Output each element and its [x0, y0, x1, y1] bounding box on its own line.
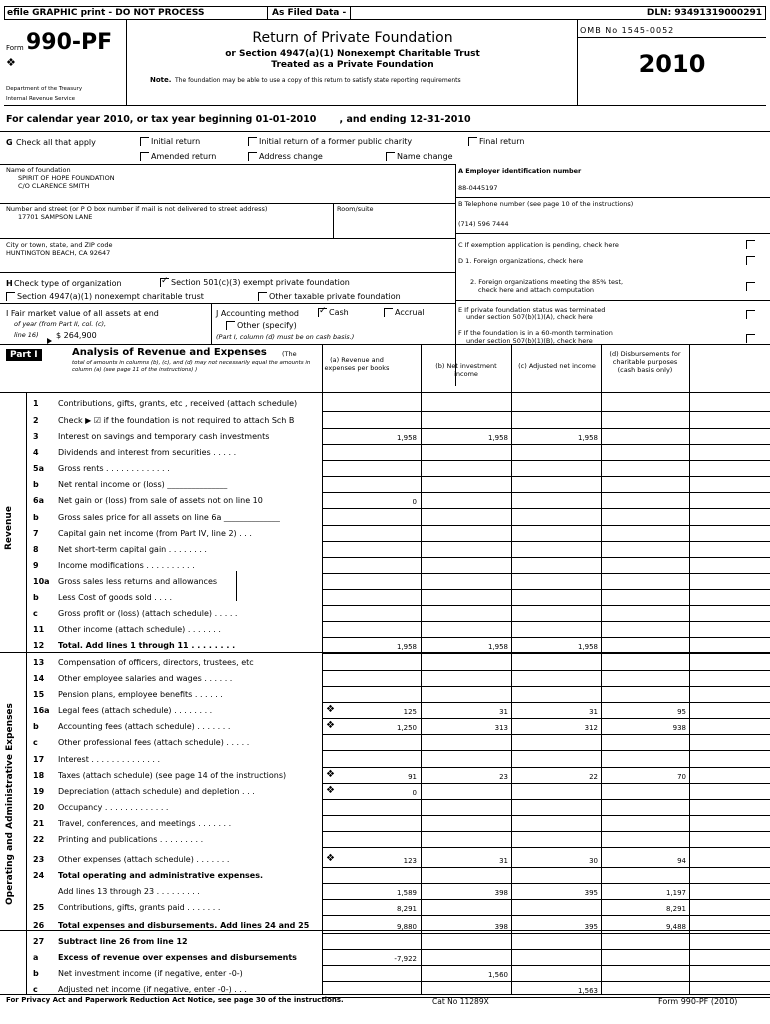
row-label: Net investment income (if negative, enter -0-)	[58, 969, 243, 978]
cell-col-a: 0	[412, 789, 417, 797]
cell-col-b: 398	[494, 923, 508, 931]
attachment-icon[interactable]: ❖	[326, 704, 335, 715]
care-of-name: C/O CLARENCE SMITH	[18, 182, 90, 190]
i-text-1: I Fair market value of all assets at end	[6, 309, 159, 318]
row-number: 27	[33, 937, 45, 946]
row-label: Gross rents . . . . . . . . . . . . .	[58, 464, 170, 473]
cell-col-a: 1,250	[396, 724, 417, 732]
row-label: Adjusted net income (if negative, enter -0-) . . .	[58, 985, 247, 994]
f-text-1: F If the foundation is in a 60-month termination	[458, 329, 613, 337]
former-charity-checkbox[interactable]: Initial return of a former public charity	[248, 137, 412, 146]
row-number: 4	[33, 448, 39, 457]
row-label: Gross sales less returns and allowances	[58, 577, 218, 586]
col-b-header: (b) Net investment income	[435, 362, 497, 378]
cell-col-a: 1,958	[396, 643, 417, 651]
row-number: 23	[33, 855, 45, 864]
e-text-2: under section 507(b)(1)(A), check here	[466, 313, 593, 321]
c-text: C If exemption application is pending, check here	[458, 241, 619, 249]
g-label: G	[6, 138, 13, 147]
row-number: 13	[33, 658, 45, 667]
cell-col-c: 1,563	[577, 987, 598, 995]
g-text: Check all that apply	[16, 138, 96, 147]
col-d-header: (d) Disbursements for charitable purposes (cash basis only)	[609, 350, 681, 374]
d2-text-1: 2. Foreign organizations meeting the 85% test,	[470, 278, 624, 286]
note-bold: Note.	[150, 76, 172, 84]
row-label: Travel, conferences, and meetings . . . . . . .	[58, 819, 232, 828]
d2-text-2: check here and attach computation	[478, 286, 595, 294]
row-number: 7	[33, 529, 39, 538]
row-number: 9	[33, 561, 39, 570]
city-state-zip: HUNTINGTON BEACH, CA 92647	[6, 249, 111, 257]
cell-col-d: 70	[677, 773, 686, 781]
cell-col-b: 23	[499, 773, 508, 781]
form-title: Return of Private Foundation	[252, 30, 453, 46]
cell-col-a: 1,958	[396, 434, 417, 442]
ein-label: A Employer identification number	[458, 167, 582, 175]
row-label: Less Cost of goods sold . . . .	[58, 593, 173, 602]
row-label: Contributions, gifts, grants, etc , received (attach schedule)	[58, 399, 298, 408]
row-number: 1	[33, 399, 39, 408]
cell-col-a: 91	[408, 773, 417, 781]
cell-col-a: 9,880	[396, 923, 417, 931]
row-label: Printing and publications . . . . . . . . .	[58, 835, 204, 844]
name-change-checkbox[interactable]: Name change	[386, 152, 453, 161]
row-label: Other professional fees (attach schedule) . . . . .	[58, 738, 250, 747]
final-return-checkbox[interactable]: Final return	[468, 137, 524, 146]
part-i-title-note: (The	[282, 350, 297, 358]
irs-logo-icon: ❖	[6, 56, 16, 69]
j-note: (Part I, column (d) must be on cash basis.)	[216, 333, 355, 341]
e-text-1: E If private foundation status was terminated	[458, 306, 606, 314]
row-label: Gross sales price for all assets on line 6a ______________	[58, 513, 280, 522]
row-number: c	[33, 738, 38, 747]
efile-label: efile GRAPHIC print - DO NOT PROCESS	[7, 8, 205, 18]
row-label: Net short-term capital gain . . . . . . . .	[58, 545, 207, 554]
cell-col-b: 1,560	[487, 971, 508, 979]
cell-col-c: 22	[589, 773, 598, 781]
row-number: 25	[33, 903, 45, 912]
attachment-icon[interactable]: ❖	[326, 785, 335, 796]
row-label: Interest . . . . . . . . . . . . . .	[58, 755, 161, 764]
cell-col-d: 95	[677, 708, 686, 716]
cell-col-b: 1,958	[487, 643, 508, 651]
row-label: Income modifications . . . . . . . . . .	[58, 561, 195, 570]
cell-col-d: 94	[677, 857, 686, 865]
fmv-value: $ 264,900	[56, 331, 97, 340]
accrual-checkbox[interactable]: Accrual	[384, 308, 425, 317]
cell-col-d: 1,197	[665, 889, 686, 897]
cell-col-b: 31	[499, 708, 508, 716]
row-label: Net gain or (loss) from sale of assets not on line 10	[58, 496, 263, 505]
row-number: b	[33, 480, 39, 489]
row-label: Gross profit or (loss) (attach schedule) . . . . .	[58, 609, 238, 618]
dept-treasury: Department of the Treasury	[6, 86, 83, 92]
as-filed-label: As Filed Data -	[267, 7, 351, 19]
cell-col-d: 938	[672, 724, 686, 732]
cell-col-c: 1,958	[577, 434, 598, 442]
row-label: Net rental income or (loss) _______________	[58, 480, 228, 489]
initial-return-checkbox[interactable]: Initial return	[140, 137, 200, 146]
d1-text: D 1. Foreign organizations, check here	[458, 257, 584, 265]
ein-value: 88-0445197	[458, 184, 498, 192]
row-number: 11	[33, 625, 45, 634]
i-text-2: of year (from Part II, col. (c),	[14, 320, 107, 328]
501c3-checkbox[interactable]: ✓ Section 501(c)(3) exempt private foundation	[160, 278, 350, 287]
footer-form: Form 990-PF (2010)	[658, 997, 738, 1006]
footer-privacy: For Privacy Act and Paperwork Reduction Act Notice, see page 30 of the instructions.	[6, 996, 344, 1004]
amended-return-checkbox[interactable]: Amended return	[140, 152, 216, 161]
row-label: Total expenses and disbursements. Add lines 24 and 25	[58, 921, 310, 930]
note-text: The foundation may be able to use a copy of this return to satisfy state reporting requirements	[175, 77, 461, 84]
cell-col-a: 0	[412, 498, 417, 506]
row-label: Taxes (attach schedule) (see page 14 of the instructions)	[58, 771, 287, 780]
attachment-icon[interactable]: ❖	[326, 769, 335, 780]
cell-col-c: 1,958	[577, 643, 598, 651]
room-label: Room/suite	[337, 205, 374, 213]
row-number: 26	[33, 921, 45, 930]
row-number: c	[33, 609, 38, 618]
row-label: Depreciation (attach schedule) and depletion . . .	[58, 787, 255, 796]
row-label: Total. Add lines 1 through 11 . . . . . . . .	[58, 641, 236, 650]
cell-col-b: 1,958	[487, 434, 508, 442]
row-number: 17	[33, 755, 45, 764]
row-number: 6a	[33, 496, 44, 505]
tax-period: For calendar year 2010, or tax year beginning 01-01-2010 , and ending 12-31-2010	[6, 114, 471, 125]
other-taxable-checkbox[interactable]: Other taxable private foundation	[258, 292, 401, 301]
cell-col-c: 30	[589, 857, 598, 865]
e-checkbox[interactable]	[746, 310, 757, 329]
row-number: 14	[33, 674, 45, 683]
name-label: Name of foundation	[6, 166, 71, 174]
tax-year: 2010	[638, 50, 706, 78]
row-label: Capital gain net income (from Part IV, line 2) . . .	[58, 529, 252, 538]
row-number: b	[33, 969, 39, 978]
row-number: 20	[33, 803, 45, 812]
j-text: J Accounting method	[216, 309, 300, 318]
row-label: Excess of revenue over expenses and disbursements	[58, 953, 297, 962]
row-number: 5a	[33, 464, 44, 473]
cell-col-d: 8,291	[665, 905, 686, 913]
row-label: Total operating and administrative expenses.	[58, 871, 263, 880]
row-number: 16a	[33, 706, 50, 715]
row-label: Other employee salaries and wages . . . . . .	[58, 674, 233, 683]
row-number: b	[33, 593, 39, 602]
row-label: Interest on savings and temporary cash investments	[58, 432, 270, 441]
i-text-3: line 16)	[14, 331, 39, 339]
row-number: b	[33, 722, 39, 731]
city-label: City or town, state, and ZIP code	[6, 241, 113, 249]
row-label: Occupancy . . . . . . . . . . . . .	[58, 803, 169, 812]
dln-label: DLN: 93491319000291	[646, 8, 762, 18]
cell-col-a: 125	[403, 708, 417, 716]
cell-col-a: 1,589	[396, 889, 417, 897]
cell-col-b: 398	[494, 889, 508, 897]
row-number: 3	[33, 432, 39, 441]
row-label: Other income (attach schedule) . . . . . . .	[58, 625, 221, 634]
cell-col-a: -7,922	[394, 955, 417, 963]
cell-col-d: 9,488	[665, 923, 686, 931]
row-number: b	[33, 513, 39, 522]
row-number: 10a	[33, 577, 50, 586]
part-i-description: total of amounts in columns (b), (c), and (d) may not necessarily equal the amounts in column (a) (see page 11 of the instructions) )	[72, 360, 311, 373]
row-label: Contributions, gifts, grants paid . . . . . . .	[58, 903, 221, 912]
top-banner	[4, 6, 766, 20]
row-number: 22	[33, 835, 45, 844]
col-a-header: (a) Revenue and expenses per books	[324, 356, 390, 372]
h-text: Check type of organization	[14, 279, 122, 288]
cell-col-b: 313	[494, 724, 508, 732]
form-subtitle-1: or Section 4947(a)(1) Nonexempt Charitable Trust	[225, 49, 480, 59]
cell-col-a: 123	[403, 857, 417, 865]
4947-checkbox[interactable]: Section 4947(a)(1) nonexempt charitable trust	[6, 292, 204, 301]
row-number: c	[33, 985, 38, 994]
other-method-checkbox[interactable]: Other (specify)	[226, 321, 297, 330]
f-text-2: under section 507(b)(1)(B), check here	[466, 337, 593, 345]
cell-col-a: 8,291	[396, 905, 417, 913]
street-address: 17701 SAMPSON LANE	[18, 213, 93, 221]
row-number: 15	[33, 690, 45, 699]
foundation-name: SPIRIT OF HOPE FOUNDATION	[18, 174, 115, 182]
dept-irs: Internal Revenue Service	[6, 96, 75, 102]
row-number: 12	[33, 641, 45, 650]
attachment-icon[interactable]: ❖	[326, 853, 335, 864]
omb-number: OMB No 1545-0052	[580, 26, 675, 35]
expenses-side-label: Operating and Administrative Expenses	[5, 703, 15, 905]
d2-checkbox[interactable]	[746, 282, 757, 301]
row-number: 21	[33, 819, 45, 828]
row-label: Dividends and interest from securities . . . . .	[58, 448, 237, 457]
row-label: Check ▶ ☑ if the foundation is not required to attach Sch B	[58, 416, 295, 425]
row-number: 2	[33, 416, 39, 425]
phone-value: (714) 596 7444	[458, 220, 509, 228]
cell-col-b: 31	[499, 857, 508, 865]
row-number: 8	[33, 545, 39, 554]
row-number: 19	[33, 787, 45, 796]
cash-checkbox[interactable]: ✓ Cash	[318, 308, 349, 317]
col-c-header: (c) Adjusted net income	[518, 362, 596, 370]
street-label: Number and street (or P O box number if mail is not delivered to street address)	[6, 205, 268, 213]
form-subtitle-2: Treated as a Private Foundation	[271, 60, 434, 70]
footer-cat-number: Cat No 11289X	[432, 997, 489, 1006]
row-label: Pension plans, employee benefits . . . . . .	[58, 690, 223, 699]
cell-col-c: 395	[584, 923, 598, 931]
row-number: 18	[33, 771, 45, 780]
form-word: Form	[6, 44, 24, 52]
row-label: Other expenses (attach schedule) . . . . . . .	[58, 855, 230, 864]
part-i-title: Analysis of Revenue and Expenses	[72, 347, 267, 358]
revenue-side-label: Revenue	[4, 506, 14, 550]
cell-col-c: 312	[584, 724, 598, 732]
row-label: Compensation of officers, directors, trustees, etc	[58, 658, 254, 667]
h-label: H	[6, 279, 13, 288]
cell-col-c: 31	[589, 708, 598, 716]
row-label: Legal fees (attach schedule) . . . . . . . .	[58, 706, 213, 715]
cell-col-c: 395	[584, 889, 598, 897]
row-number: 24	[33, 871, 45, 880]
form-number: 990-PF	[26, 30, 113, 55]
address-change-checkbox[interactable]: Address change	[248, 152, 323, 161]
row-label: Subtract line 26 from line 12	[58, 937, 188, 946]
row-label: Accounting fees (attach schedule) . . . . . . .	[58, 722, 231, 731]
phone-label: B Telephone number (see page 10 of the instructions)	[458, 200, 634, 208]
row-label: Add lines 13 through 23 . . . . . . . . .	[58, 887, 200, 896]
part-i-tag: Part I	[6, 349, 42, 361]
d1-checkbox[interactable]	[746, 256, 757, 275]
row-number: a	[33, 953, 39, 962]
attachment-icon[interactable]: ❖	[326, 720, 335, 731]
